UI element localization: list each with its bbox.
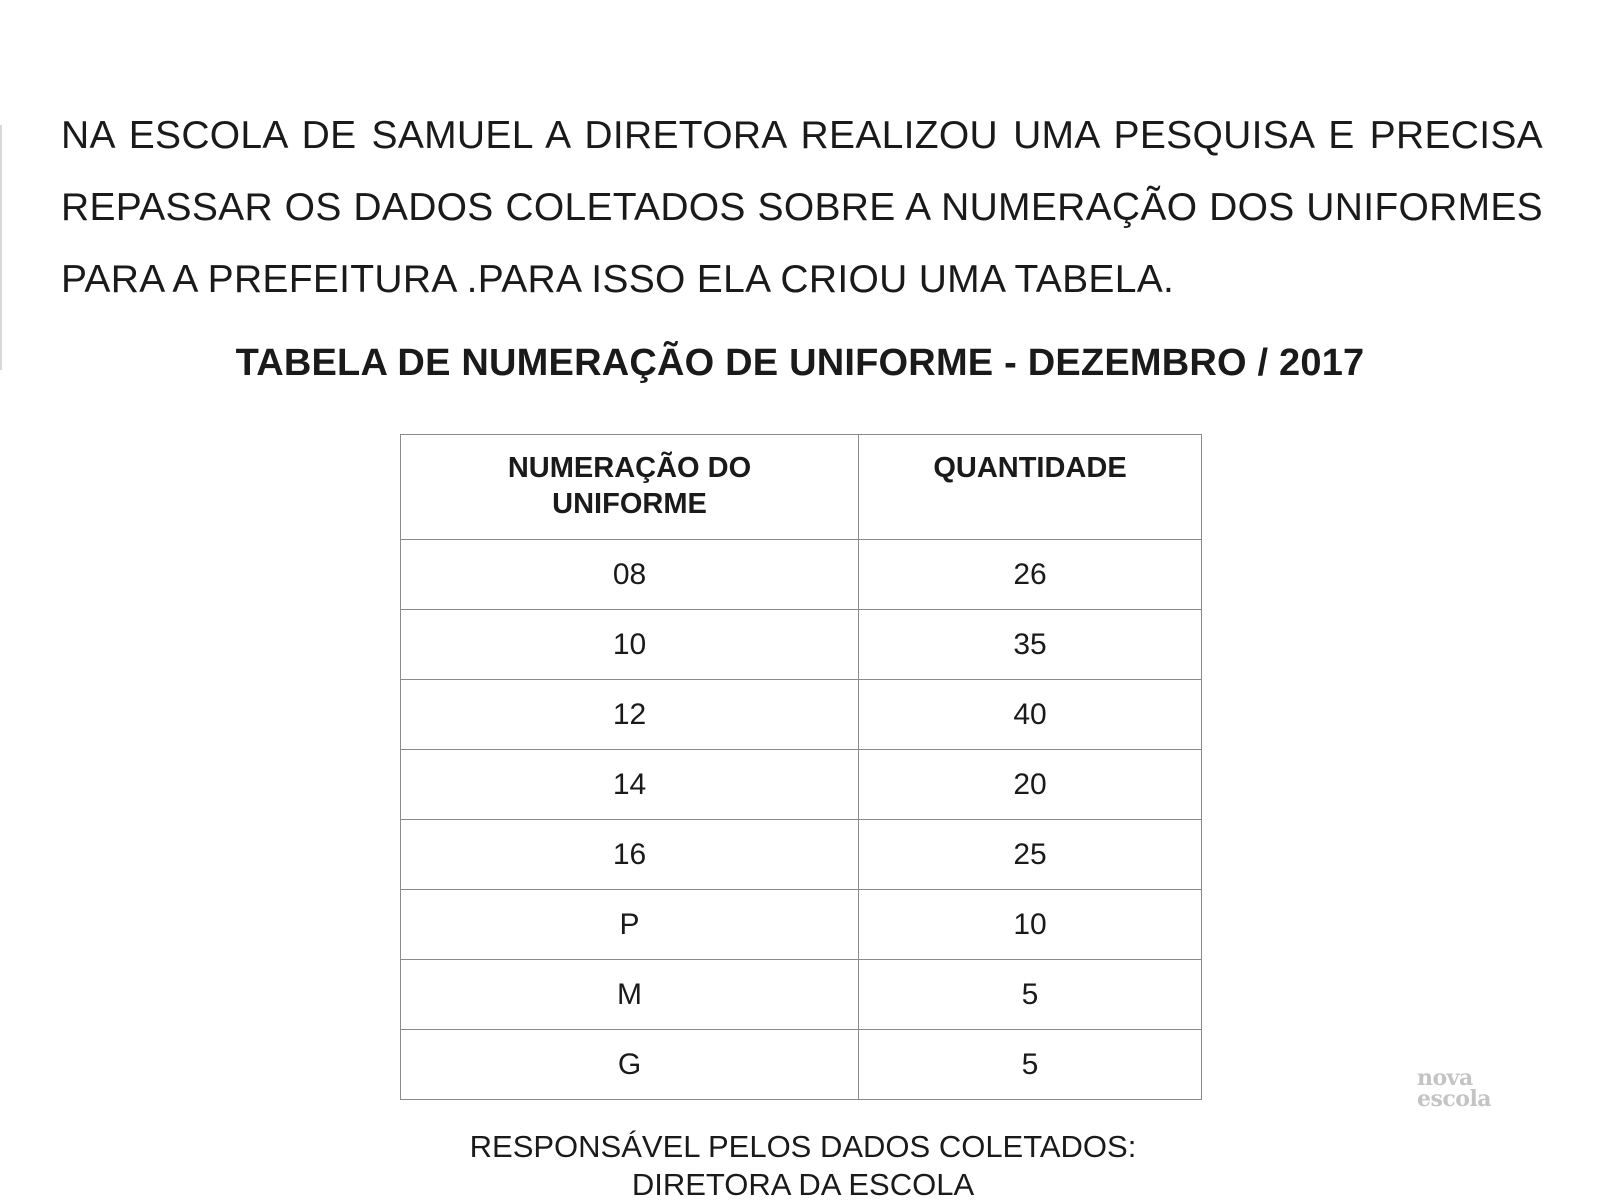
footer-line-1: RESPONSÁVEL PELOS DADOS COLETADOS: [469, 1129, 1137, 1164]
table-row [401, 890, 1202, 960]
table-row [401, 820, 1202, 890]
table-header-row [401, 435, 1202, 540]
cell-uniform-number: 08 [401, 540, 859, 610]
logo-line-1: nova [1417, 1065, 1473, 1091]
data-source-note [0, 1128, 1600, 1204]
intro-paragraph [61, 100, 1543, 316]
intro-line-1: NA ESCOLA DE SAMUEL A DIRETORA REALIZOU UMA PESQUISA E PRECISA [61, 114, 1543, 157]
footer-line-2: DIRETORA DA ESCOLA [631, 1167, 975, 1202]
intro-line-2: REPASSAR OS DADOS COLETADOS SOBRE A NUMERAÇÃO DOS UNIFORMES [61, 186, 1543, 229]
uniform-table [400, 434, 1202, 1100]
table-row [401, 750, 1202, 820]
header-quantity: QUANTIDADE [859, 435, 1202, 540]
nova-escola-logo [1417, 1065, 1492, 1112]
cell-uniform-number: 14 [401, 750, 859, 820]
cell-uniform-number: 10 [401, 610, 859, 680]
cell-uniform-number: 12 [401, 680, 859, 750]
cell-uniform-number: 16 [401, 820, 859, 890]
cell-quantity: 10 [859, 890, 1202, 960]
cell-quantity: 40 [859, 680, 1202, 750]
table-row [401, 960, 1202, 1030]
table-row [401, 610, 1202, 680]
cell-uniform-number: G [401, 1030, 859, 1100]
cell-quantity: 5 [859, 1030, 1202, 1100]
table-title: TABELA DE NUMERAÇÃO DE UNIFORME - DEZEMBRO / 2017 [235, 342, 1365, 384]
cell-quantity: 25 [859, 820, 1202, 890]
cell-uniform-number: M [401, 960, 859, 1030]
header-uniform-number: NUMERAÇÃO DO UNIFORME [401, 435, 859, 540]
left-margin-rule [0, 125, 2, 370]
cell-quantity: 20 [859, 750, 1202, 820]
table-row [401, 1030, 1202, 1100]
logo-line-2: escola [1417, 1086, 1492, 1112]
intro-line-3: PARA A PREFEITURA .PARA ISSO ELA CRIOU UMA TABELA. [61, 258, 1175, 301]
table-row [401, 680, 1202, 750]
cell-uniform-number: P [401, 890, 859, 960]
table-row [401, 540, 1202, 610]
cell-quantity: 35 [859, 610, 1202, 680]
cell-quantity: 5 [859, 960, 1202, 1030]
cell-quantity: 26 [859, 540, 1202, 610]
